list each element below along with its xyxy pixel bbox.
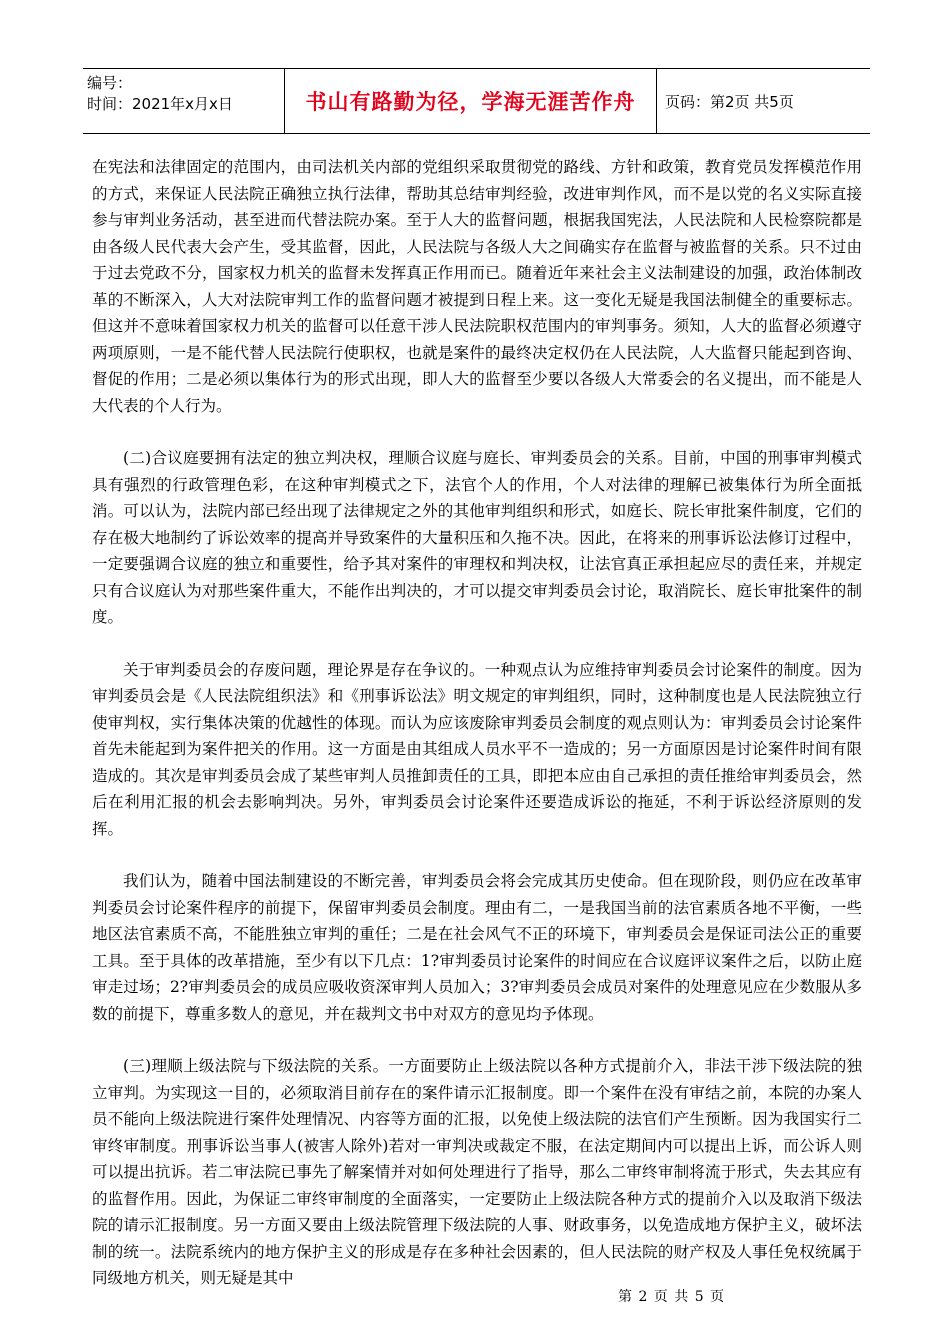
paragraph: 我们认为，随着中国法制建设的不断完善，审判委员会将会完成其历史使命。但在现阶段，则仍应在改革审判委员会讨论案件程序的前提下，保留审判委员会制度。理由有二，一是我国当前的法官素质各地不平衡，一些地区法官素质不高，不能胜独立审判的重任；二是在社会风气不正的环境下，审判委员会是保证司法公正的重要工具。至于具体的改革措施，至少有以下几点：1?审判委员讨论案件的时间应在合议庭评议案件之后，以防止庭审走过场；2?审判委员会的成员应吸收资深审判人员加入；3?审判委员会成员对案件的处理意见应在少数服从多数的前提下，尊重多数人的意见，并在裁判文书中对双方的意见均予体现。 xyxy=(92,872,862,1023)
paragraph: 在宪法和法律固定的范围内，由司法机关内部的党组织采取贯彻党的路线、方针和政策，教育党员发挥模范作用的方式，来保证人民法院正确独立执行法律，帮助其总结审判经验，改进审判作风，而不是以党的名义实际直接参与审判业务活动，甚至进而代替法院办案。至于人大的监督问题，根据我国宪法，人民法院和人民检察院都是由各级人民代表大会产生，受其监督，因此，人民法院与各级人大之间确实存在监督与被监督的关系。只不过由于过去党政不分，国家权力机关的监督未发挥真正作用而已。随着近年来社会主义法制建设的加强，政治体制改革的不断深入，人大对法院审判工作的监督问题才被提到日程上来。这一变化无疑是我国法制健全的重要标志。但这并不意味着国家权力机关的监督可以任意干涉人民法院职权范围内的审判事务。须知，人大的监督必须遵守两项原则，一是不能代替人民法院行使职权，也就是案件的最终决定权仍在人民法院，人大监督只能起到咨询、督促的作用；二是必须以集体行为的形式出现，即人大的监督至少要以各级人大常委会的名义提出，而不能是人大代表的个人行为。 xyxy=(92,158,862,415)
paragraph: (二)合议庭要拥有法定的独立判决权，理顺合议庭与庭长、审判委员会的关系。目前，中国的刑事审判模式具有强烈的行政管理色彩，在这种审判模式之下，法官个人的作用，个人对法律的理解已被集体行为所全面抵消。可以认为，法院内部已经出现了法律规定之外的其他审判组织和形式，如庭长、院长审批案件制度，它们的存在极大地制约了诉讼效率的提高并导致案件的大量积压和久拖不决。因此，在将来的刑事诉讼法修订过程中，一定要强调合议庭的独立和重要性，给予其对案件的审理权和判决权，让法官真正承担起应尽的责任来，并规定只有合议庭认为对那些案件重大，不能作出判决的，才可以提交审判委员会讨论，取消院长、庭长审批案件的制度。 xyxy=(92,449,862,626)
page-footer-number: 第 2 页 共 5 页 xyxy=(618,1289,726,1305)
header-motto: 书山有路勤为径，学海无涯苦作舟 xyxy=(284,69,657,133)
header-page-number: 页码：第2页 共5页 xyxy=(665,92,794,111)
paragraph: 关于审判委员会的存废问题，理论界是存在争议的。一种观点认为应维持审判委员会讨论案件的制度。因为审判委员会是《人民法院组织法》和《刑事诉讼法》明文规定的审判组织，同时，这种制度也是人民法院独立行使审判权，实行集体决策的优越性的体现。而认为应该废除审判委员会制度的观点则认为：审判委员会讨论案件首先未能起到为案件把关的作用。这一方面是由其组成人员水平不一造成的；另一方面原因是讨论案件时间有限造成的。其次是审判委员会成了某些审判人员推卸责任的工具，即把本应由自己承担的责任推给审判委员会，然后在利用汇报的机会去影响判决。另外，审判委员会讨论案件还要造成诉讼的拖延，不利于诉讼经济原则的发挥。 xyxy=(92,660,862,838)
page-header-table xyxy=(83,68,870,134)
paragraph: (三)理顺上级法院与下级法院的关系。一方面要防止上级法院以各种方式提前介入，非法干涉下级法院的独立审判。为实现这一目的，必须取消目前存在的案件请示汇报制度。即一个案件在没有审结之前，本院的办案人员不能向上级法院进行案件处理情况、内容等方面的汇报，以免使上级法院的法官们产生预断。因为我国实行二审终审制度。刑事诉讼当事人(被害人除外)若对一审判决或裁定不服，在法定期间内可以提出上诉，而公诉人则可以提出抗诉。若二审法院已事先了解案情并对如何处理进行了指导，那么二审终审制将流于形式，失去其应有的监督作用。因此，为保证二审终审制度的全面落实，一定要防止上级法院各种方式的提前介入以及取消下级法院的请示汇报制度。另一方面又要由上级法院管理下级法院的人事、财政事务，以免造成地方保护主义，破坏法制的统一。法院系统内的地方保护主义的形成是存在多种社会因素的，但人民法院的财产权及人事任免权统属于同级地方机关，则无疑是其中 xyxy=(92,1057,862,1287)
header-meta-cell xyxy=(83,69,284,133)
document-date-label: 时间：2021年x月x日 xyxy=(87,95,233,113)
document-number-label: 编号： xyxy=(87,74,133,92)
document-body xyxy=(92,154,862,1292)
